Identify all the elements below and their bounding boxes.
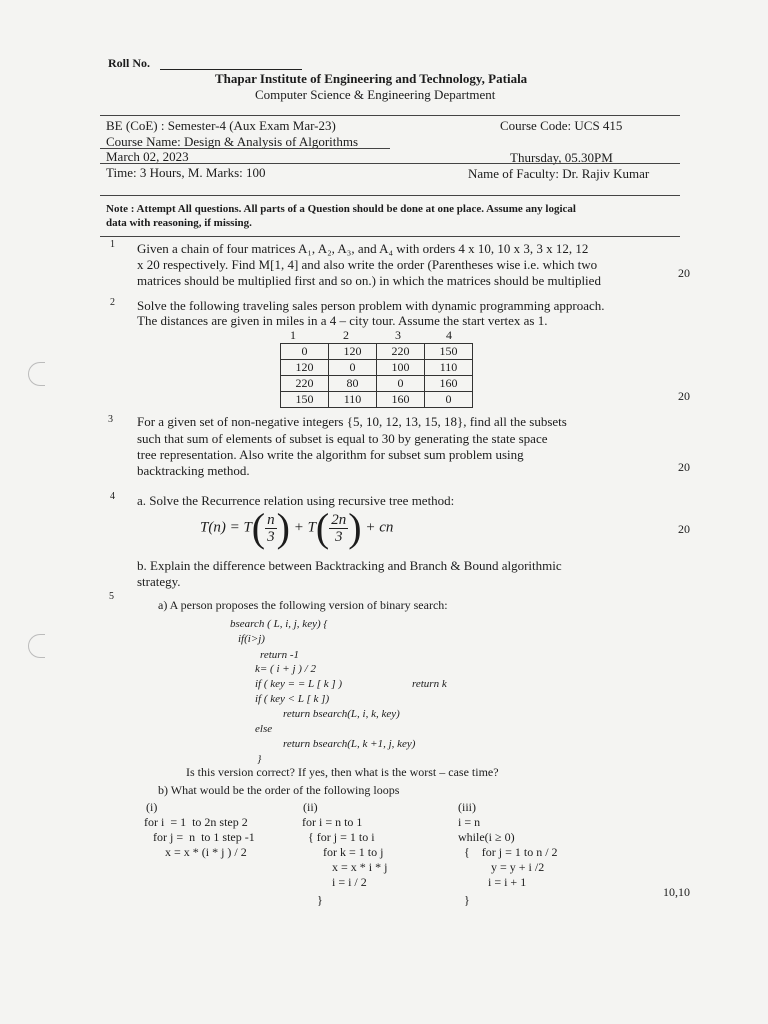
table-cell: 100: [377, 360, 425, 376]
table-cell: 80: [329, 376, 377, 392]
table-cell: 110: [329, 392, 377, 408]
table-row: [281, 344, 473, 360]
table-cell: 160: [425, 376, 473, 392]
loop-line: x = x * (i * j ) / 2: [144, 845, 247, 859]
loop-line: }: [302, 893, 323, 907]
note-line-2: data with reasoning, if missing.: [106, 217, 252, 229]
course-code: Course Code: UCS 415: [500, 118, 623, 133]
q3-marks: 20: [678, 460, 690, 474]
q4b-text: strategy.: [137, 574, 181, 589]
divider: [100, 195, 680, 196]
fraction: [329, 512, 348, 545]
table-row: [281, 376, 473, 392]
code-line: return -1: [260, 649, 300, 661]
numerator: n: [267, 511, 275, 528]
course-name: Course Name: Design & Analysis of Algorithms: [106, 134, 359, 149]
tsp-col-header: 1: [290, 328, 296, 342]
q2-text: The distances are given in miles in a 4 – city tour. Assume the start vertex as 1.: [137, 313, 548, 328]
q4b-text: b. Explain the difference between Backtracking and Branch & Bound algorithmic: [137, 558, 562, 573]
table-cell: 0: [425, 392, 473, 408]
paren: ): [276, 505, 290, 550]
code-line: return bsearch(L, i, k, key): [283, 708, 400, 720]
table-cell: 150: [281, 392, 329, 408]
q2-marks: 20: [678, 389, 690, 403]
code-line: if ( key < L [ k ]): [255, 693, 330, 705]
punch-hole-top: [28, 362, 45, 386]
q5a-question: Is this version correct? If yes, then what is the worst – case time?: [186, 765, 499, 779]
q3-text: backtracking method.: [137, 463, 250, 478]
question-number: 4: [110, 491, 115, 502]
divider: [100, 163, 680, 164]
loop-line: for k = 1 to j: [302, 845, 384, 859]
table-cell: 160: [377, 392, 425, 408]
table-cell: 0: [329, 360, 377, 376]
q1-text: matrices should be multiplied first and so on.) in which the matrices should be multiplied: [137, 273, 601, 288]
q5b-text: b) What would be the order of the following loops: [158, 783, 400, 797]
table-cell: 0: [281, 344, 329, 360]
loop-line: { for j = 1 to i: [302, 830, 375, 844]
q3-text: such that sum of elements of subset is equal to 30 by generating the state space: [137, 431, 548, 446]
q2-text: Solve the following traveling sales person problem with dynamic programming approach.: [137, 298, 605, 313]
tsp-distance-table: [280, 343, 473, 408]
loop-line: i = i + 1: [458, 875, 527, 889]
table-cell: 120: [281, 360, 329, 376]
loop-line: i = i / 2: [302, 875, 367, 889]
program-info: BE (CoE) : Semester-4 (Aux Exam Mar-23): [106, 118, 336, 133]
q1-text: x 20 respectively. Find M[1, 4] and also write the order (Parentheses wise i.e. which two: [137, 257, 598, 272]
equation-mid: + T: [293, 519, 316, 536]
fraction: [265, 512, 277, 545]
exam-day-time: Thursday, 05.30PM: [510, 150, 613, 165]
loop-line: }: [458, 893, 470, 907]
faculty-name: Name of Faculty: Dr. Rajiv Kumar: [468, 166, 650, 181]
numerator: 2n: [331, 511, 347, 528]
paren: (: [315, 505, 330, 550]
question-number: 3: [108, 414, 113, 425]
tsp-col-header: 4: [446, 328, 452, 342]
code-line: }: [257, 753, 262, 765]
table-cell: 220: [377, 344, 425, 360]
question-number: 5: [109, 591, 114, 602]
loop-line: x = x * i * j: [302, 860, 388, 874]
table-cell: 150: [425, 344, 473, 360]
table-cell: 0: [377, 376, 425, 392]
exam-date: March 02, 2023: [106, 149, 189, 164]
code-line: if(i>j): [238, 633, 265, 645]
denominator: 3: [267, 528, 275, 545]
note-line-1: Note : Attempt All questions. All parts of a Question should be done at one place. Assume any logical: [106, 203, 576, 215]
loop-line: for i = 1 to 2n step 2: [144, 815, 248, 829]
q1-marks: 20: [678, 266, 690, 280]
q3-text: For a given set of non-negative integers {5, 10, 12, 13, 15, 18}, find all the subsets: [137, 414, 567, 429]
roll-number-label: Roll No.: [108, 56, 150, 70]
code-line: bsearch ( L, i, j, key) {: [230, 618, 328, 630]
time-and-marks: Time: 3 Hours, M. Marks: 100: [106, 165, 266, 180]
loop-line: for i = n to 1: [302, 815, 363, 829]
q3-text: tree representation. Also write the algorithm for subset sum problem using: [137, 447, 524, 462]
code-line: if ( key = = L [ k ] ): [255, 678, 343, 690]
code-line: k= ( i + j ) / 2: [255, 663, 316, 675]
roll-number-line: [160, 69, 302, 70]
tsp-col-header: 2: [343, 328, 349, 342]
q4-marks: 20: [678, 522, 690, 536]
code-line: else: [255, 723, 273, 735]
loop-line: { for j = 1 to n / 2: [458, 845, 558, 859]
paren: (: [251, 505, 266, 550]
loop-label: (iii): [458, 800, 476, 814]
punch-hole-bottom: [28, 634, 45, 658]
department-name: Computer Science & Engineering Department: [255, 87, 496, 102]
q5a-text: a) A person proposes the following version of binary search:: [158, 598, 448, 612]
q1-text: Given a chain of four matrices A₁, A₂, A₃, and A₄ with orders 4 x 10, 10 x 3, 3 x 12, 12: [137, 241, 589, 256]
denominator: 3: [335, 528, 343, 545]
loop-line: for j = n to 1 step -1: [144, 830, 255, 844]
loop-line: i = n: [458, 815, 481, 829]
loop-label: (ii): [303, 800, 318, 814]
equation-lhs: T(n) = T: [200, 519, 252, 536]
loop-line: while(i ≥ 0): [458, 830, 515, 844]
table-cell: 220: [281, 376, 329, 392]
recurrence-equation: [200, 505, 394, 550]
code-return-k: return k: [412, 678, 447, 690]
question-number: 2: [110, 297, 115, 308]
code-line: return bsearch(L, k +1, j, key): [283, 738, 416, 750]
question-number: 1: [110, 239, 115, 250]
paren: ): [348, 505, 362, 550]
loop-line: y = y + i /2: [458, 860, 545, 874]
institute-name: Thapar Institute of Engineering and Technology, Patiala: [215, 71, 528, 86]
divider: [100, 236, 680, 237]
q5-marks: 10,10: [663, 885, 690, 899]
loop-label: (i): [146, 800, 158, 814]
equation-tail: + cn: [365, 519, 394, 536]
table-cell: 120: [329, 344, 377, 360]
tsp-col-header: 3: [395, 328, 401, 342]
divider: [100, 115, 680, 116]
table-cell: 110: [425, 360, 473, 376]
q4a-text: a. Solve the Recurrence relation using recursive tree method:: [137, 493, 455, 508]
table-row: [281, 392, 473, 408]
table-row: [281, 360, 473, 376]
